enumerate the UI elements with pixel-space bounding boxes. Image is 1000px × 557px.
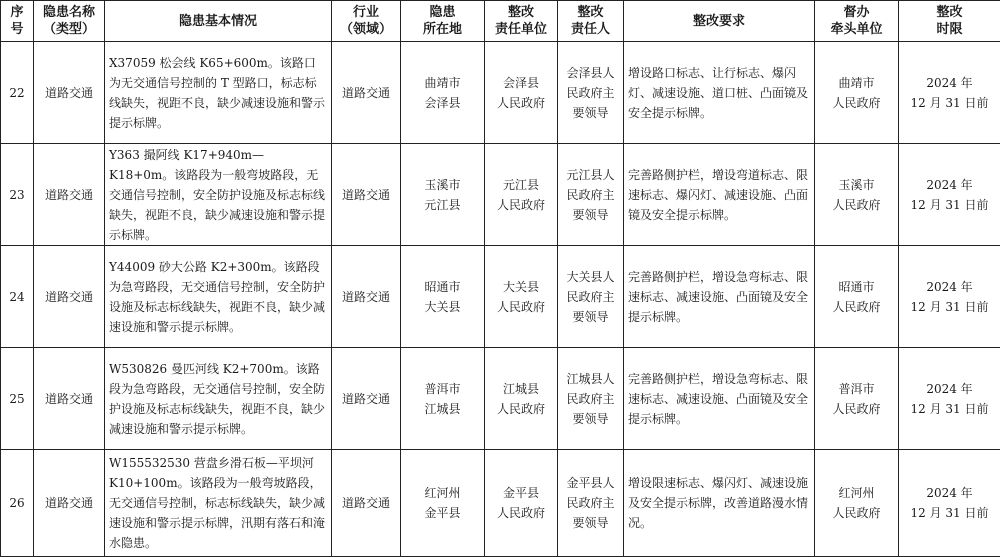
cell-name: 道路交通 xyxy=(34,42,105,144)
cell-deadline: 2024 年 12 月 31 日前 xyxy=(899,450,1000,557)
cell-no: 24 xyxy=(1,246,34,348)
cell-deadline: 2024 年 12 月 31 日前 xyxy=(899,348,1000,450)
cell-lead: 昭通市 人民政府 xyxy=(815,246,899,348)
table-row xyxy=(1,450,1000,557)
cell-location: 昭通市 大关县 xyxy=(401,246,485,348)
header-name: 隐患名称 （类型） xyxy=(34,1,105,42)
cell-desc: W155532530 营盘乡滑石板—平坝河 K10+100m。该路段为一般弯坡路段，无交通信号控制，标志标线缺失，缺少减速设施和警示提示标牌，汛期有落石和淹水隐患。 xyxy=(105,450,332,557)
header-lead: 督办 牵头单位 xyxy=(815,1,899,42)
cell-location: 普洱市 江城县 xyxy=(401,348,485,450)
cell-name: 道路交通 xyxy=(34,348,105,450)
cell-location: 红河州 金平县 xyxy=(401,450,485,557)
cell-name: 道路交通 xyxy=(34,450,105,557)
cell-industry: 道路交通 xyxy=(332,144,401,246)
header-no: 序 号 xyxy=(1,1,34,42)
cell-person: 元江县人 民政府主 要领导 xyxy=(558,144,624,246)
cell-req: 完善路侧护栏，增设急弯标志、限速标志、减速设施、凸面镜及安全提示标牌。 xyxy=(624,348,815,450)
cell-name: 道路交通 xyxy=(34,246,105,348)
cell-deadline: 2024 年 12 月 31 日前 xyxy=(899,42,1000,144)
cell-lead: 红河州 人民政府 xyxy=(815,450,899,557)
header-location: 隐患 所在地 xyxy=(401,1,485,42)
cell-person: 金平县人 民政府主 要领导 xyxy=(558,450,624,557)
table-row xyxy=(1,348,1000,450)
cell-desc: Y44009 砂大公路 K2+300m。该路段为急弯路段，无交通信号控制，安全防护设施及标志标线缺失，视距不良，缺少减速设施和警示提示标牌。 xyxy=(105,246,332,348)
header-industry: 行业 （领域） xyxy=(332,1,401,42)
cell-no: 23 xyxy=(1,144,34,246)
cell-unit: 金平县 人民政府 xyxy=(485,450,558,557)
cell-name: 道路交通 xyxy=(34,144,105,246)
cell-unit: 大关县 人民政府 xyxy=(485,246,558,348)
cell-req: 完善路侧护栏，增设弯道标志、限速标志、爆闪灯、减速设施、凸面镜及安全提示标牌。 xyxy=(624,144,815,246)
cell-lead: 普洱市 人民政府 xyxy=(815,348,899,450)
cell-desc: W530826 曼匹河线 K2+700m。该路段为急弯路段，无交通信号控制，安全防护设施及标志标线缺失，视距不良，缺少减速设施和警示提示标牌。 xyxy=(105,348,332,450)
cell-industry: 道路交通 xyxy=(332,450,401,557)
table-row xyxy=(1,42,1000,144)
header-desc: 隐患基本情况 xyxy=(105,1,332,42)
cell-deadline: 2024 年 12 月 31 日前 xyxy=(899,144,1000,246)
cell-industry: 道路交通 xyxy=(332,42,401,144)
cell-unit: 江城县 人民政府 xyxy=(485,348,558,450)
cell-lead: 玉溪市 人民政府 xyxy=(815,144,899,246)
table-row xyxy=(1,144,1000,246)
cell-no: 25 xyxy=(1,348,34,450)
cell-desc: X37059 松会线 K65+600m。该路口为无交通信号控制的 T 型路口，标志标线缺失，视距不良，缺少减速设施和警示提示标牌。 xyxy=(105,42,332,144)
header-deadline: 整改 时限 xyxy=(899,1,1000,42)
header-unit: 整改 责任单位 xyxy=(485,1,558,42)
cell-req: 增设限速标志、爆闪灯、减速设施及安全提示标牌，改善道路漫水情况。 xyxy=(624,450,815,557)
cell-location: 玉溪市 元江县 xyxy=(401,144,485,246)
cell-lead: 曲靖市 人民政府 xyxy=(815,42,899,144)
cell-location: 曲靖市 会泽县 xyxy=(401,42,485,144)
cell-unit: 元江县 人民政府 xyxy=(485,144,558,246)
cell-no: 26 xyxy=(1,450,34,557)
header-row xyxy=(1,1,1000,42)
cell-industry: 道路交通 xyxy=(332,246,401,348)
header-person: 整改 责任人 xyxy=(558,1,624,42)
table-row xyxy=(1,246,1000,348)
cell-req: 完善路侧护栏，增设急弯标志、限速标志、减速设施、凸面镜及安全提示标牌。 xyxy=(624,246,815,348)
cell-industry: 道路交通 xyxy=(332,348,401,450)
cell-person: 江城县人 民政府主 要领导 xyxy=(558,348,624,450)
cell-deadline: 2024 年 12 月 31 日前 xyxy=(899,246,1000,348)
cell-unit: 会泽县 人民政府 xyxy=(485,42,558,144)
cell-person: 大关县人 民政府主 要领导 xyxy=(558,246,624,348)
cell-no: 22 xyxy=(1,42,34,144)
cell-desc: Y363 撮阿线 K17+940m—K18+0m。该路段为一般弯坡路段，无交通信号控制，安全防护设施及标志标线缺失，视距不良，缺少减速设施和警示提示标牌。 xyxy=(105,144,332,246)
header-req: 整改要求 xyxy=(624,1,815,42)
cell-req: 增设路口标志、让行标志、爆闪灯、减速设施、道口桩、凸面镜及安全提示标牌。 xyxy=(624,42,815,144)
cell-person: 会泽县人 民政府主 要领导 xyxy=(558,42,624,144)
